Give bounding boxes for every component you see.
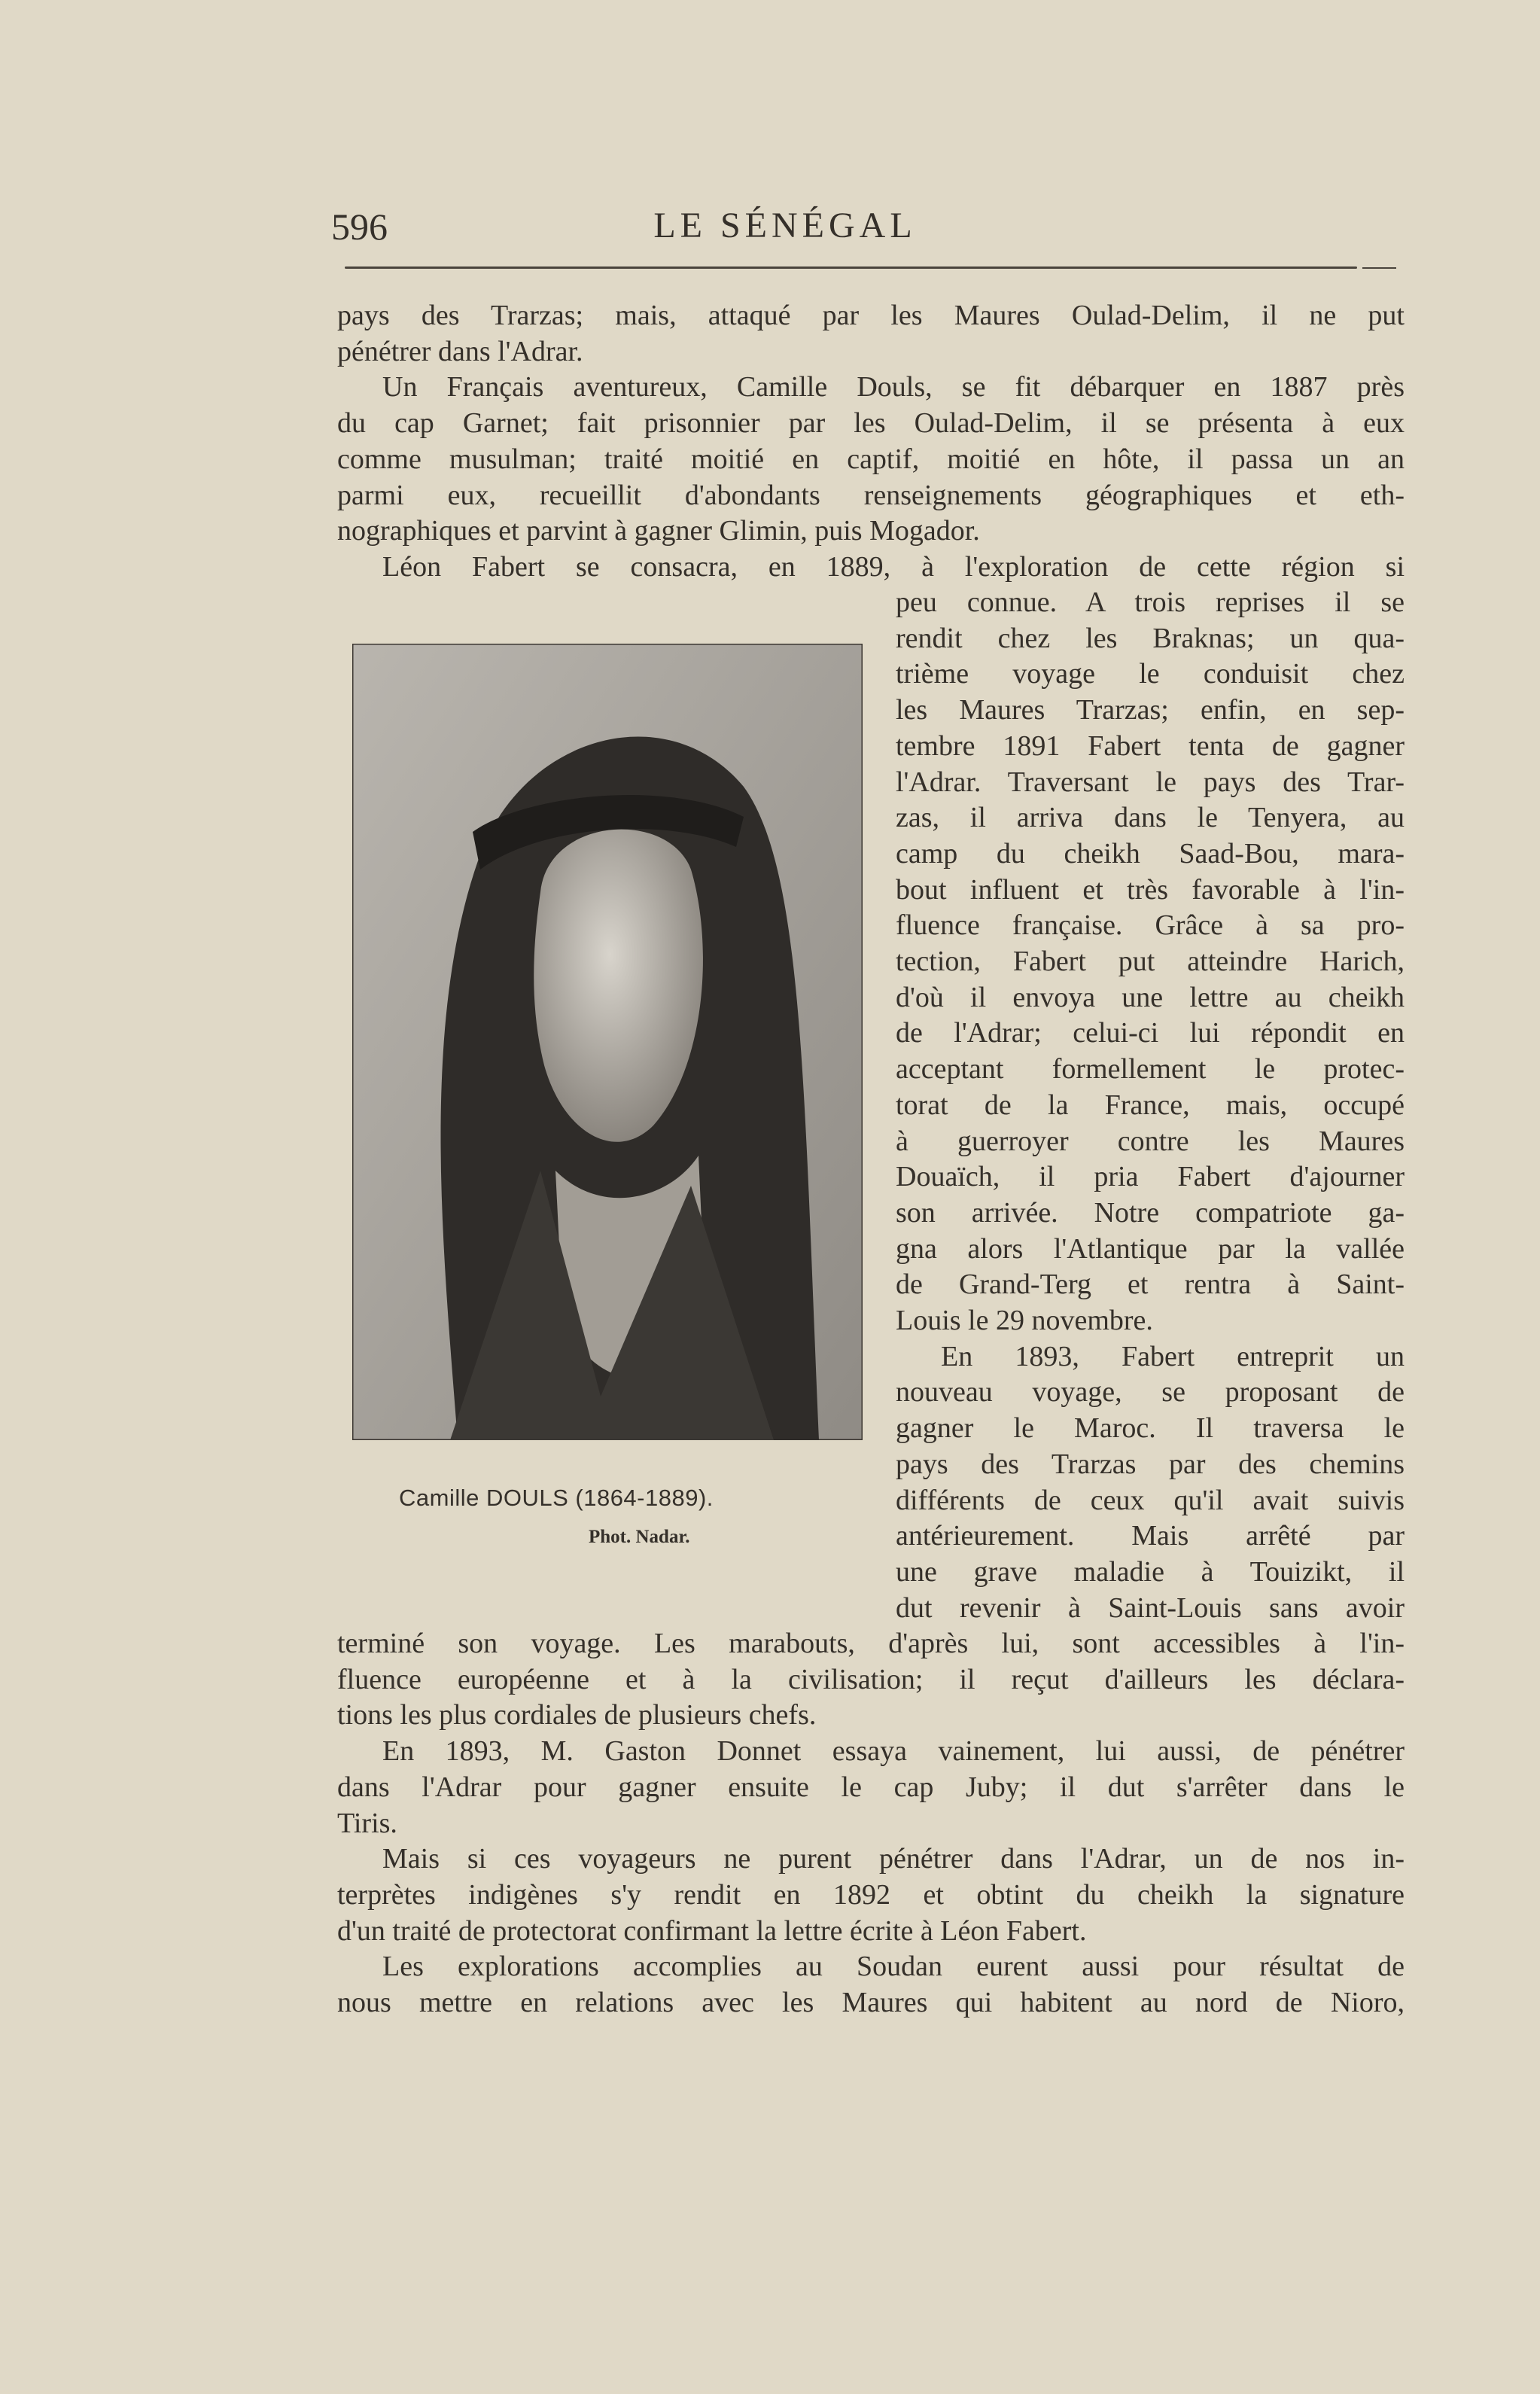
text-line: acceptant formellement le protec- (896, 1053, 1405, 1086)
text-line: Mais si ces voyageurs ne purent pénétrer dans l'Adrar, un de nos in- (382, 1843, 1405, 1875)
text-line: pénétrer dans l'Adrar. (337, 335, 583, 367)
text-line: gna alors l'Atlantique par la vallée (896, 1232, 1405, 1265)
text-line: comme musulman; traité moitié en captif, moitié en hôte, il passa un an (337, 443, 1405, 475)
text-line: de l'Adrar; celui-ci lui répondit en (896, 1017, 1405, 1049)
text-line: fluence française. Grâce à sa pro- (896, 909, 1405, 942)
header-rule (345, 267, 1357, 269)
text-line: Douaïch, il pria Fabert d'ajourner (896, 1161, 1405, 1193)
body-text-bottom (337, 1626, 1405, 2021)
text-line: bout influent et très favorable à l'in- (896, 873, 1405, 906)
text-line: l'Adrar. Traversant le pays des Trar- (896, 766, 1405, 798)
text-line: Un Français aventureux, Camille Douls, se fit débarquer en 1887 près (382, 371, 1405, 404)
text-line: nous mettre en relations avec les Maures qui habitent au nord de Nioro, (337, 1987, 1405, 2019)
text-line: En 1893, M. Gaston Donnet essaya vainement, lui aussi, de pénétrer (382, 1735, 1405, 1768)
text-line: les Maures Trarzas; enfin, en sep- (896, 694, 1405, 726)
text-line: d'où il envoya une lettre au cheikh (896, 981, 1405, 1013)
text-line: Léon Fabert se consacra, en 1889, à l'exploration de cette région si (382, 550, 1405, 583)
text-line: camp du cheikh Saad-Bou, mara- (896, 837, 1405, 870)
text-line: de Grand-Terg et rentra à Saint- (896, 1269, 1405, 1301)
figure-caption: Camille DOULS (1864-1889). (399, 1485, 714, 1511)
text-line: nographiques et parvint à gagner Glimin, puis Mogador. (337, 515, 980, 547)
text-line: terprètes indigènes s'y rendit en 1892 et obtint du cheikh la signature (337, 1878, 1405, 1911)
text-line: antérieurement. Mais arrêté par (896, 1520, 1405, 1552)
header-rule-end (1362, 267, 1396, 269)
text-line: Tiris. (337, 1807, 397, 1839)
text-line: Les explorations accomplies au Soudan eurent aussi pour résultat de (382, 1951, 1405, 1983)
text-line: gagner le Maroc. Il traversa le (896, 1412, 1405, 1445)
text-line: En 1893, Fabert entreprit un (941, 1340, 1405, 1372)
running-title: LE SÉNÉGAL (653, 206, 917, 245)
text-line: tection, Fabert put atteindre Harich, (896, 946, 1405, 978)
text-line: parmi eux, recueillit d'abondants renseignements géographiques et eth- (337, 479, 1405, 511)
text-line: son arrivée. Notre compatriote ga- (896, 1196, 1405, 1229)
text-line: trième voyage le conduisit chez (896, 658, 1405, 690)
text-line: terminé son voyage. Les marabouts, d'après lui, sont accessibles à l'in- (337, 1628, 1405, 1659)
body-text-side-column (896, 585, 1405, 1626)
page-number: 596 (331, 206, 388, 248)
text-line: rendit chez les Braknas; un qua- (896, 622, 1405, 654)
text-line: peu connue. A trois reprises il se (896, 586, 1405, 618)
portrait-photo (352, 644, 863, 1440)
text-line: dut revenir à Saint-Louis sans avoir (896, 1591, 1405, 1624)
text-line: Louis le 29 novembre. (896, 1305, 1153, 1337)
text-line: fluence européenne et à la civilisation; il reçut d'ailleurs les déclara- (337, 1663, 1405, 1695)
text-line: pays des Trarzas; mais, attaqué par les Maures Oulad-Delim, il ne put (337, 300, 1405, 331)
body-text-top (337, 298, 1405, 586)
text-line: torat de la France, mais, occupé (896, 1089, 1405, 1121)
text-line: différents de ceux qu'il avait suivis (896, 1484, 1405, 1516)
text-line: dans l'Adrar pour gagner ensuite le cap Juby; il dut s'arrêter dans le (337, 1771, 1405, 1803)
text-line: du cap Garnet; fait prisonnier par les Oulad-Delim, il se présenta à eux (337, 407, 1405, 440)
text-line: nouveau voyage, se proposant de (896, 1376, 1405, 1409)
text-line: pays des Trarzas par des chemins (896, 1448, 1405, 1480)
text-line: tembre 1891 Fabert tenta de gagner (896, 729, 1405, 762)
text-line: d'un traité de protectorat confirmant la lettre écrite à Léon Fabert. (337, 1914, 1087, 1947)
text-line: tions les plus cordiales de plusieurs chefs. (337, 1699, 817, 1732)
text-line: une grave maladie à Touizikt, il (896, 1555, 1405, 1588)
text-line: zas, il arriva dans le Tenyera, au (896, 802, 1405, 834)
photo-credit: Phot. Nadar. (589, 1527, 690, 1547)
text-line: à guerroyer contre les Maures (896, 1125, 1405, 1157)
